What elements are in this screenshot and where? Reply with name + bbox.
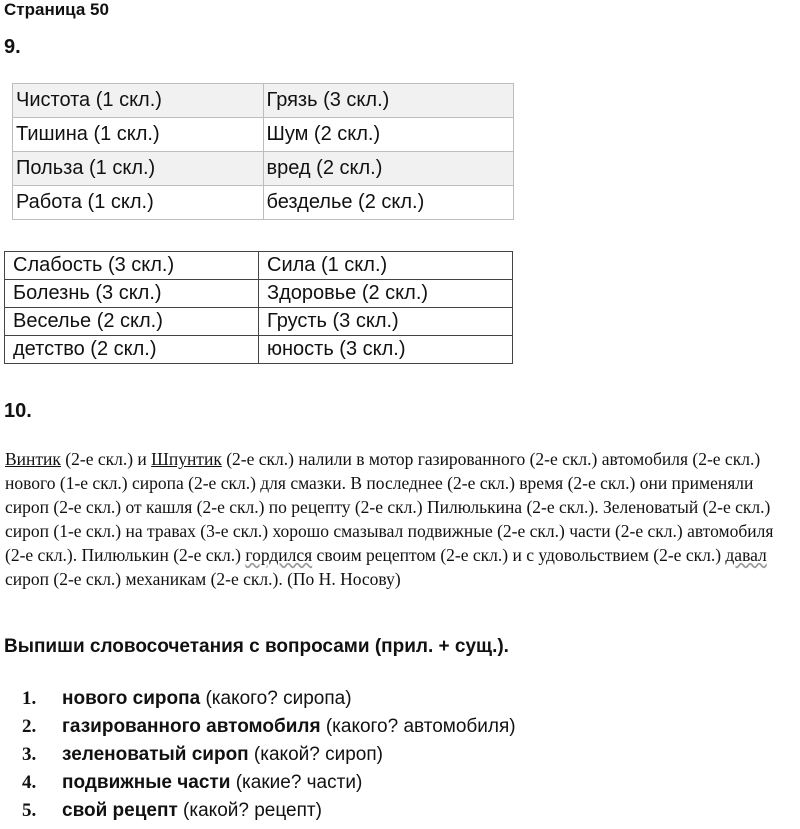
cell: вред (2 скл.) [263, 152, 514, 186]
question: (какой? сироп) [248, 744, 383, 765]
cell: Работа (1 скл.) [13, 186, 264, 220]
list-item [22, 688, 516, 716]
cell: Слабость (3 скл.) [5, 252, 259, 280]
task-heading: Выпиши словосочетания с вопросами (прил. + сущ.). [4, 636, 509, 657]
phrase: подвижные части [62, 772, 231, 793]
list-item [22, 772, 516, 800]
cell: Тишина (1 скл.) [13, 118, 264, 152]
cell: Чистота (1 скл.) [13, 84, 264, 118]
phrase: свой рецепт [62, 800, 178, 821]
question: (какой? рецепт) [177, 800, 322, 821]
cell: Сила (1 скл.) [259, 252, 513, 280]
question: (какого? автомобиля) [320, 716, 516, 737]
text: (2-е скл.) налили в мотор газированного (2-е скл.) автомобиля (2-е скл.) нового (1-е скл.) сиропа (2-е скл.) для смазки. В последнее (2-е скл.) время (2-е скл.) они применяли сироп (2-е скл.) от кашля (2-е скл.) по рецепту (2-е скл.) Пилюлькина (2-е скл.). Зеленоватый (2-е скл.) сироп (1-е скл.) на травах (3-е скл.) хорошо смазывал подвижные (2-е скл.) части (2-е скл.) автомобиля (2-е скл.). Пилюлькин (2-е скл.) [5, 449, 774, 565]
cell: юность (3 скл.) [259, 336, 513, 364]
answer-list [22, 688, 516, 828]
table-row [13, 152, 514, 186]
item-number: 2. [22, 716, 37, 737]
cell: детство (2 скл.) [5, 336, 259, 364]
underlined-word: гордился [245, 545, 313, 565]
list-item [22, 744, 516, 772]
list-item [22, 800, 516, 828]
table-row [13, 186, 514, 220]
list-item [22, 716, 516, 744]
phrase: нового сиропа [62, 688, 201, 709]
cell: Польза (1 скл.) [13, 152, 264, 186]
table-row [13, 118, 514, 152]
table-row [5, 280, 513, 308]
text: (2-е скл.) и [60, 449, 152, 469]
phrase: газированного автомобиля [62, 716, 321, 737]
cell: Шум (2 скл.) [263, 118, 514, 152]
cell: безделье (2 скл.) [263, 186, 514, 220]
table-row [5, 336, 513, 364]
exercise-10-text [5, 447, 797, 591]
underlined-word: Шпунтик [151, 449, 222, 469]
text: своим рецептом (2-е скл.) и с удовольствием (2-е скл.) [312, 545, 726, 565]
text: сироп (2-е скл.) механикам (2-е скл.). (По Н. Носову) [5, 569, 401, 589]
question: (какие? части) [230, 772, 363, 793]
question: (какого? сиропа) [200, 688, 352, 709]
underlined-word: давал [725, 545, 767, 565]
item-number: 4. [22, 772, 37, 793]
item-number: 5. [22, 800, 37, 821]
exercise-9-number: 9. [4, 36, 21, 58]
item-number: 1. [22, 688, 37, 709]
phrase: зеленоватый сироп [62, 744, 249, 765]
table-1 [12, 83, 514, 220]
cell: Здоровье (2 скл.) [259, 280, 513, 308]
page-title: Страница 50 [4, 0, 109, 19]
table-row [13, 84, 514, 118]
table-row [5, 308, 513, 336]
item-number: 3. [22, 744, 37, 765]
cell: Грязь (3 скл.) [263, 84, 514, 118]
cell: Грусть (3 скл.) [259, 308, 513, 336]
table-2 [4, 251, 513, 364]
table-row [5, 252, 513, 280]
cell: Болезнь (3 скл.) [5, 280, 259, 308]
cell: Веселье (2 скл.) [5, 308, 259, 336]
underlined-word: Винтик [5, 449, 61, 469]
exercise-10-number: 10. [4, 400, 32, 422]
